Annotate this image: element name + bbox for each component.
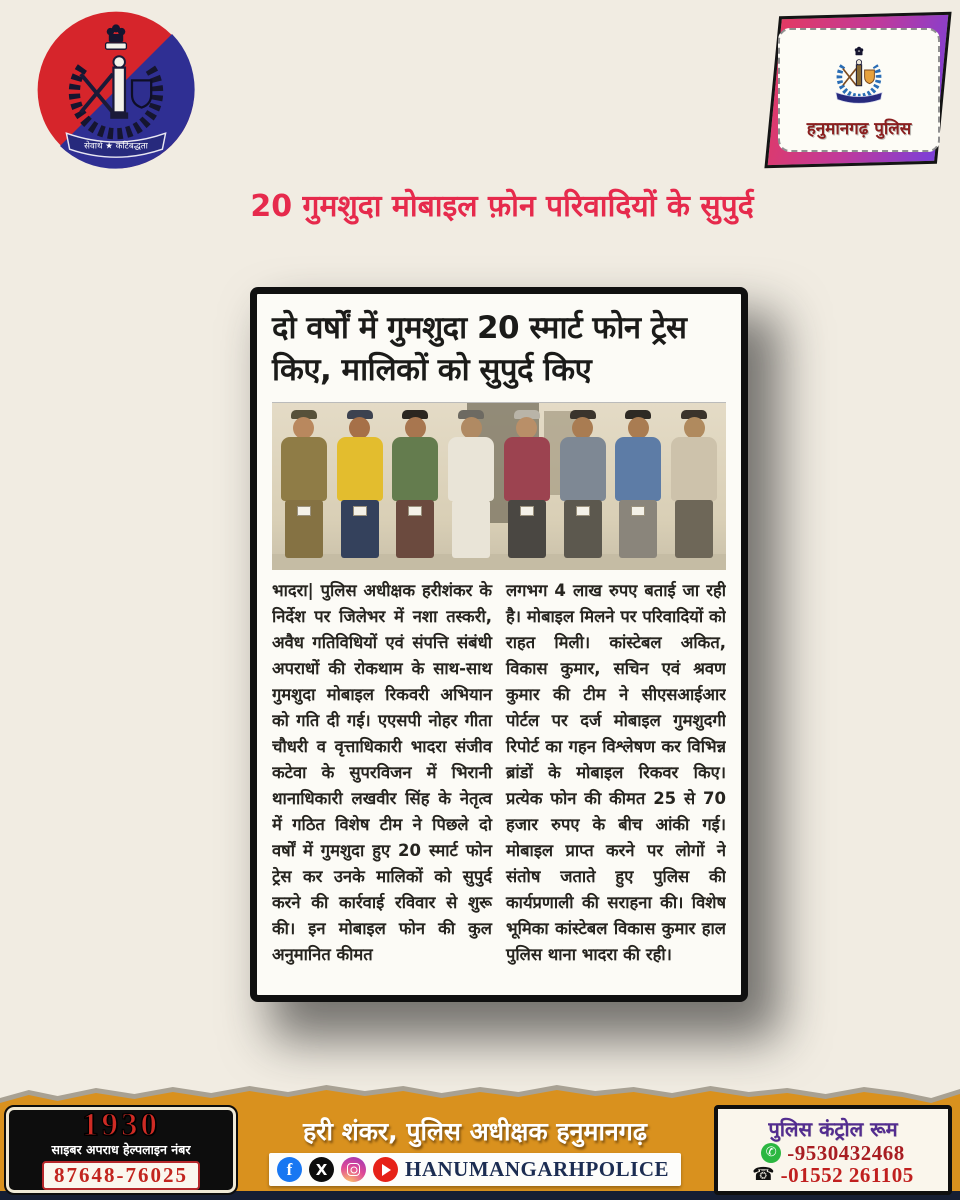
newspaper-photo [272,402,726,570]
youtube-icon [373,1157,398,1182]
person [443,410,499,568]
article-columns [272,578,726,992]
facebook-icon [277,1157,302,1182]
helpline-big-number: 1930 [82,1107,160,1143]
phone-row [752,1164,914,1186]
newspaper-headline: दो वर्षों में गुमशुदा 20 स्मार्ट फोन ट्रेस किए, मालिकों को सुपुर्द किए [272,310,687,388]
facebook-glyph: f [286,1159,293,1179]
rajasthan-police-logo [36,10,196,170]
telephone-icon: ☎ [752,1163,775,1185]
x-glyph: X [315,1160,328,1179]
police-control-room-box [714,1105,952,1195]
page-title: 20 गुमशुदा मोबाइल फ़ोन परिवादियों के सुपुर्द [250,189,754,224]
footer-center [246,1114,704,1186]
helpline-number: 87648-76025 [42,1161,200,1190]
person [666,410,722,568]
phone-number: -01552 261105 [780,1162,914,1187]
person [332,410,388,568]
footer-content [0,1100,960,1200]
article-column-right: लगभग 4 लाख रुपए बताई जा रही है। मोबाइल मिलने पर परिवादियों को राहत मिली। कांस्टेबल अकित, विकास कुमार, सचिन एवं श्रवण कुमार की टीम ने सीएसआईआर पोर्टल पर दर्ज मोबाइल गुमशुदगी रिपोर्ट का गहन विश्लेषण कर विभिन्न ब्रांडों के मोबाइल रिकवर किए। प्रत्येक फोन की कीमत 25 से 70 हजार रुपए के बीच आंकी गई। मोबाइल प्राप्त करने पर लोगों ने संतोष जताते हुए पुलिस की कार्यप्रणाली की सराहना की। विशेष भूमिका कांस्टेबल विकास कुमार हाल पुलिस थाना भादरा की रही। [506,580,726,964]
hanumangarh-police-card [770,8,946,176]
instagram-camera-glyph [347,1163,360,1176]
newspaper-clipping [250,287,748,1002]
person [555,410,611,568]
person [388,410,444,568]
hanumangarh-police-label: हनुमानगढ़ पुलिस [806,118,912,139]
hanumangarh-police-logo-icon [824,42,894,112]
person [611,410,667,568]
logo-banner-text: सेवार्थ ★ कटिबद्धता [84,141,148,152]
social-handle: HANUMANGARHPOLICE [405,1157,669,1181]
x-twitter-icon [309,1157,334,1182]
shield-icon [132,80,151,107]
social-bar [269,1153,681,1186]
instagram-icon [341,1157,366,1182]
helpline-label: साइबर अपराध हेल्पलाइन नंबर [51,1142,191,1157]
person [499,410,555,568]
control-room-title: पुलिस कंट्रोल रूम [768,1116,898,1141]
youtube-play-glyph [382,1164,391,1176]
people-row [272,410,726,568]
whatsapp-number: -9530432468 [787,1140,905,1165]
card-face [778,28,940,152]
person [276,410,332,568]
whatsapp-glyph: ✆ [765,1144,777,1160]
cyber-helpline-box [6,1107,236,1193]
whatsapp-icon [761,1143,781,1163]
article-column-left: भादरा| पुलिस अधीक्षक हरीशंकर के निर्देश पर जिलेभर में नशा तस्करी, अवैध गतिविधियों एवं संपत्ति संबंधी अपराधों की रोकथाम के साथ-साथ गुमशुदा मोबाइल रिकवरी अभियान को गति दी गई। एएसपी नोहर गीता चौधरी व वृत्ताधिकारी भादरा संजीव कटेवा के सुपरविजन में भिरानी थानाधिकारी लखवीर सिंह के नेतृत्व में गठित विशेष टीम ने पिछले दो वर्षों में गुमशुदा हुए 20 स्मार्ट फोन ट्रेस कर उनके मालिकों को सुपुर्द करने की कार्रवाई रविवार से शुरू की। इन मोबाइल फोन की कुल अनुमानित कीमत [272,580,492,964]
whatsapp-row [761,1142,905,1164]
officer-name-line: हरी शंकर, पुलिस अधीक्षक हनुमानगढ़ [303,1117,647,1146]
